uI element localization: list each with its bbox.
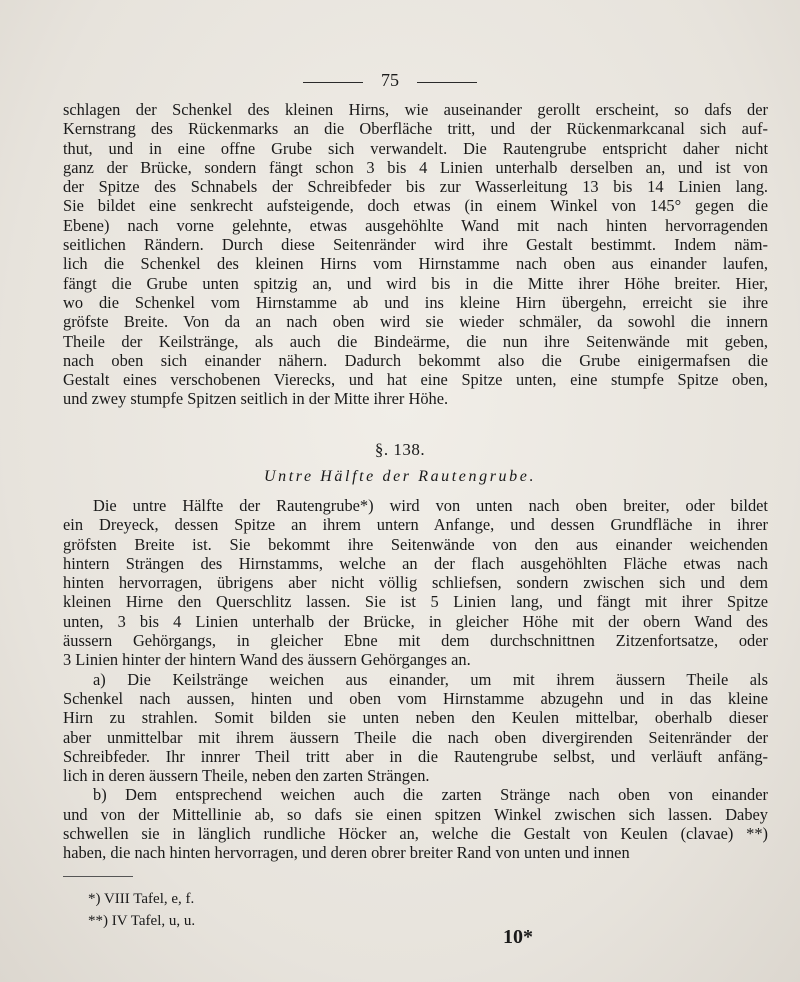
- text-line: Hirn zu strahlen. Somit bilden sie unten neben den Keulen mittelbar, oberhalb dieser: [63, 708, 768, 728]
- text-line: Kernstrang des Rückenmarks an die Oberfläche tritt, und der Rückenmarkcanal sich auf-: [63, 119, 768, 139]
- footnote: *) VIII Tafel, e, f.: [88, 891, 195, 907]
- text-line: seitlichen Rändern. Durch diese Seitenränder wird ihre Gestalt bestimmt. Indem näm-: [63, 235, 768, 255]
- text-line: nach oben sich einander nähern. Dadurch bekommt also die Grube einigermafsen die: [63, 350, 768, 370]
- section-title: Untre Hälfte der Rautengrube.: [263, 468, 537, 485]
- page-header: [0, 70, 800, 94]
- text-line: unten, 3 bis 4 Linien unterhalb der Brücke, in gleicher Höhe mit der obern Wand des: [63, 611, 768, 631]
- text-line: gröfste Breite. Von da an nach oben wird sie wieder schmäler, da sowohl die innern: [63, 312, 768, 332]
- text-line: gröfsten Breite ist. Sie bekommt ihre Seitenwände von den aus einander weichenden: [63, 534, 768, 554]
- paragraph-1: [63, 100, 768, 409]
- text-line: schlagen der Schenkel des kleinen Hirns, wie auseinander gerollt erscheint, so dafs der: [63, 100, 768, 119]
- text-line: Gestalt eines verschobenen Vierecks, und hat eine Spitze unten, eine stumpfe Spitze oben,: [63, 370, 768, 390]
- text-line: haben, die nach hinten hervorragen, und deren obrer breiter Rand von unten und innen: [63, 843, 630, 863]
- text-line: ganz der Brücke, sondern fängt schon 3 bis 4 Linien unterhalb derselben an, und ist von: [63, 157, 768, 177]
- text-line: a) Die Keilstränge weichen aus einander, um mit ihrem äussern Theile als: [93, 669, 768, 689]
- text-line: thut, und in eine offne Grube sich verwandelt. Die Rautengrube entspricht daher nicht: [63, 138, 768, 158]
- header-rule-left: [303, 82, 363, 83]
- text-line: lich die Schenkel des kleinen Hirns vom Hirnstamme nach oben aus einander laufen,: [63, 254, 768, 274]
- text-line: hinten hervorragen, übrigens aber nicht völlig schliefsen, sondern zwischen sich und dem: [63, 573, 768, 593]
- text-line: Ebene) nach vorne gelehnte, etwas ausgehöhlte Wand mit nach hinten hervorragenden: [63, 215, 768, 235]
- text-line: lich in deren äussern Theile, neben den zarten Strängen.: [63, 766, 430, 786]
- text-line: hintern Strängen des Hirnstamms, welche an der flach ausgehöhlten Fläche etwas nach: [63, 553, 768, 573]
- text-line: Schenkel nach aussen, hinten und oben vom Hirnstamme abzugehn und in das kleine: [63, 688, 768, 708]
- text-line: der Spitze des Schnabels der Schreibfeder bis zur Wasserleitung 13 bis 14 Linien lang.: [63, 177, 768, 197]
- page-number: 75: [381, 70, 399, 90]
- footnote: **) IV Tafel, u, u.: [88, 913, 196, 929]
- text-line: Theile der Keilstränge, als auch die Bindeärme, die nun ihre Seitenwände mit geben,: [63, 331, 768, 351]
- text-line: Schreibfeder. Ihr innrer Theil tritt aber in die Rautengrube selbst, und verläuft anfäng-: [63, 746, 768, 766]
- text-line: wo die Schenkel vom Hirnstamme ab und ins kleine Hirn übergehn, erreicht sie ihre: [63, 292, 768, 312]
- text-line: Die untre Hälfte der Rautengrube*) wird von unten nach oben breiter, oder bildet: [93, 496, 768, 515]
- text-line: und zwey stumpfe Spitzen seitlich in der Mitte ihrer Höhe.: [63, 389, 449, 409]
- header-rule-right: [417, 82, 477, 83]
- footnote-rule: [63, 876, 133, 877]
- text-line: Sie bildet eine senkrecht aufsteigende, doch etwas (in einem Winkel von 145° gegen die: [63, 196, 768, 216]
- text-line: aber unmittelbar mit ihrem äussern Theile die nach oben divergirenden Seitenränder der: [63, 727, 768, 747]
- signature-mark: 10*: [503, 926, 533, 948]
- text-line: 3 Linien hinter der hintern Wand des äussern Gehörganges an.: [63, 650, 471, 670]
- text-line: äussern Gehörgangs, in gleicher Ebne mit dem durchschnittnen Zitzenfortsatze, oder: [63, 631, 768, 651]
- text-line: und von der Mittellinie ab, so dafs sie einen spitzen Winkel zwischen sich lassen. Dabey: [63, 804, 768, 824]
- paragraph-2: [63, 496, 768, 863]
- text-line: fängt die Grube unten spitzig an, und wird bis in die Mitte ihrer Höhe breiter. Hier,: [63, 273, 768, 293]
- text-line: b) Dem entsprechend weichen auch die zarten Stränge nach oben von einander: [93, 785, 768, 805]
- text-line: kleinen Hirne den Querschlitz lassen. Sie ist 5 Linien lang, und fängt mit ihrer Spitze: [63, 592, 768, 612]
- footnotes: [88, 888, 195, 932]
- section-number: §. 138.: [374, 440, 426, 459]
- text-line: ein Dreyeck, dessen Spitze an ihrem untern Anfange, und dessen Grundfläche in ihrer: [63, 515, 768, 535]
- text-line: schwellen sie in länglich rundliche Höcker an, welche die Gestalt von Keulen (clavae) **): [63, 824, 768, 844]
